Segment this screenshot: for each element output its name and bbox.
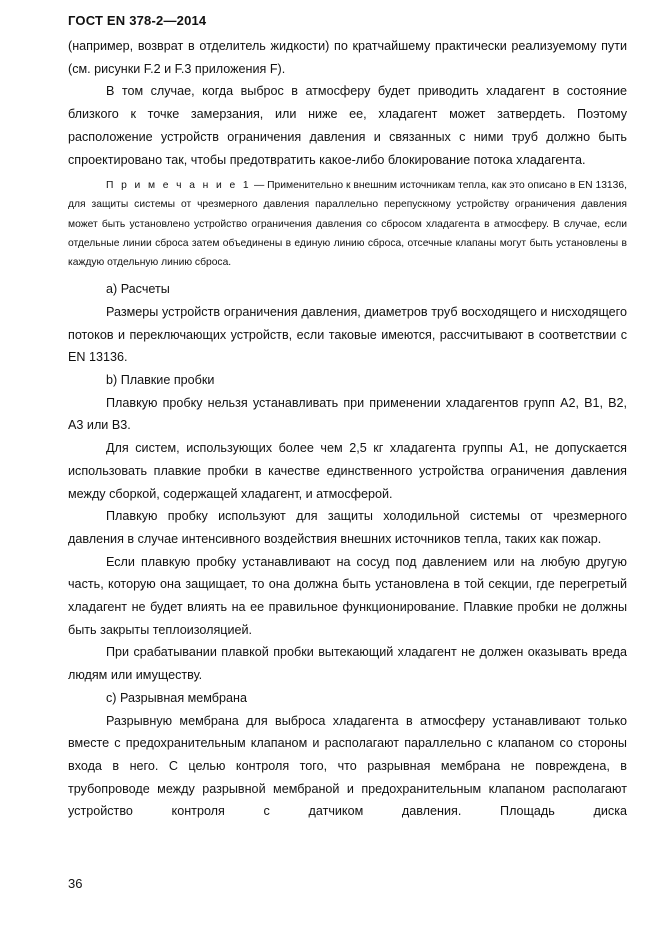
paragraph-freezing: В том случае, когда выброс в атмосферу будет приводить хладагент в состояние близкого к точке замерзания, или ниже ее, хладагент может затвердеть. Поэтому расположение устройств ограничения давления и связанных с ними труб должно быть спроектировано так, чтобы предотвратить какое-либо блокирование потока хладагента. — [68, 84, 627, 167]
page-number: 36 — [68, 876, 83, 891]
section-b-title: b) Плавкие пробки — [106, 373, 215, 388]
paragraph-continuation: (например, возврат в отделитель жидкости) по кратчайшему практически реализуемому пути (см. рисунки F.2 и F.3 приложения F). — [68, 39, 627, 76]
section-b-paragraph-3: Плавкую пробку используют для защиты холодильной системы от чрезмерного давления в случае интенсивного воздействия внешних источников тепла, таких как пожар. — [68, 509, 627, 546]
section-a-text: Размеры устройств ограничения давления, диаметров труб восходящего и нисходящего потоков и переключающих устройств, если таковые имеются, рассчитывают в соответствии с EN 13136. — [68, 304, 627, 365]
note-text: — Применительно к внешним источникам тепла, как это описано в EN 13136, для защиты системы от чрезмерного давления параллельно перепускному устройству ограничения давления может быть установлено устройство ограничения давления со сбросом хладагента в атмосферу. В случае, если отдельные линии сброса затем объединены в единую линию сброса, отсечные клапаны могут быть установлены в каждую отдельную линию сброса. — [68, 180, 627, 269]
note-label: П р и м е ч а н и е 1 — [106, 180, 252, 192]
section-b-paragraph-1: Плавкую пробку нельзя устанавливать при применении хладагентов групп А2, В1, В2, А3 или В3. — [68, 395, 627, 433]
section-c-title: c) Разрывная мембрана — [106, 690, 247, 705]
section-a-title: a) Расчеты — [106, 282, 170, 297]
section-b-paragraph-5: При срабатывании плавкой пробки вытекающий хладагент не должен оказывать вреда людям или имуществу. — [68, 645, 627, 683]
section-c-paragraph-1: Разрывную мембрана для выброса хладагента в атмосферу устанавливают только вместе с предохранительным клапаном и располагают параллельно с клапаном со стороны входа в него. С целью контроля того, что разрывная мембрана не повреждена, в трубопроводе между разрывной мембраной и предохранительным клапаном располагают устройство контроля с датчиком давления. Площадь диска — [68, 713, 627, 819]
page-body — [68, 35, 627, 823]
section-b-paragraph-4: Если плавкую пробку устанавливают на сосуд под давлением или на любую другую часть, которую она защищает, то она должна быть установлена в той секции, где перегретый хладагент не будет влиять на ее правильное функционирование. Плавкие пробки не должны быть закрыты теплоизоляцией. — [68, 554, 627, 637]
document-header: ГОСТ EN 378-2—2014 — [68, 13, 207, 28]
section-b-paragraph-2: Для систем, использующих более чем 2,5 кг хладагента группы А1, не допускается использовать плавкие пробки в качестве единственного устройства ограничения давления между сборкой, содержащей хладагент, и атмосферой. — [68, 441, 627, 501]
note-1 — [68, 176, 627, 272]
